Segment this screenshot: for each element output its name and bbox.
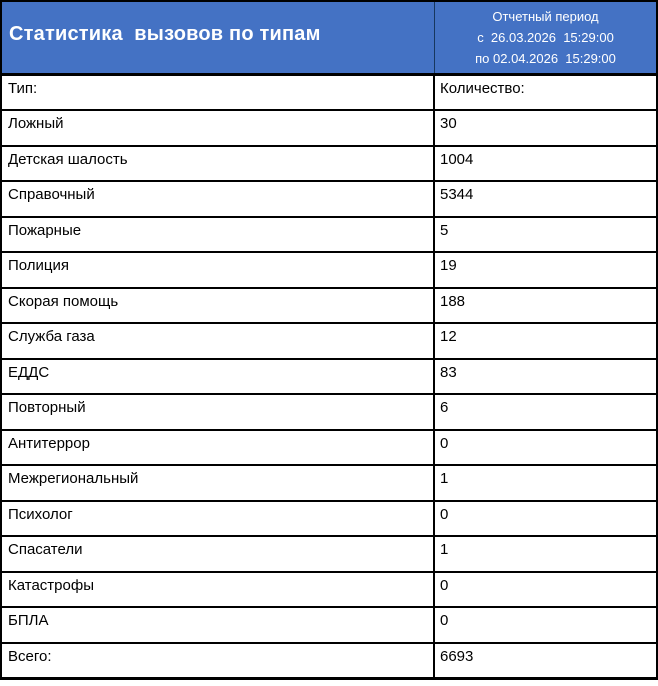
table-row xyxy=(2,608,656,643)
table-row xyxy=(2,644,656,677)
call-count-cell: 1 xyxy=(440,541,449,559)
call-count-cell: 19 xyxy=(440,257,457,275)
column-header-type: Тип: xyxy=(2,76,435,109)
call-count-cell: 1 xyxy=(440,470,449,488)
call-count-cell: 30 xyxy=(440,115,457,133)
call-count-cell: 6693 xyxy=(440,647,474,665)
call-type-cell: Скорая помощь xyxy=(2,289,435,322)
report-period-label: Отчетный период xyxy=(492,9,599,24)
call-count-cell: 5344 xyxy=(440,186,474,204)
table-row xyxy=(2,537,656,572)
table-row xyxy=(2,147,656,182)
call-type-cell: Межрегиональный xyxy=(2,466,435,499)
call-type-cell: Пожарные xyxy=(2,218,435,251)
call-type-cell: Спасатели xyxy=(2,537,435,570)
call-type-cell: Полиция xyxy=(2,253,435,286)
call-count-cell: 1004 xyxy=(440,150,474,168)
call-type-cell: Антитеррор xyxy=(2,431,435,464)
report-title-cell xyxy=(2,2,435,73)
call-type-cell: Детская шалость xyxy=(2,147,435,180)
table-row xyxy=(2,573,656,608)
call-count-cell: 6 xyxy=(440,399,449,417)
call-count-cell: 5 xyxy=(440,221,449,239)
call-type-cell: Всего: xyxy=(2,644,435,677)
table-row xyxy=(2,395,656,430)
table-row xyxy=(2,324,656,359)
table-column-header-row xyxy=(2,76,656,111)
call-type-cell: Катастрофы xyxy=(2,573,435,606)
report-title: Статистика вызовов по типам xyxy=(9,23,321,45)
report-period-to: по 02.04.2026 15:29:00 xyxy=(475,51,616,66)
call-count-cell: 0 xyxy=(440,576,449,594)
call-type-cell: Служба газа xyxy=(2,324,435,357)
call-count-cell: 188 xyxy=(440,292,466,310)
call-count-cell: 0 xyxy=(440,612,449,630)
call-type-cell: Психолог xyxy=(2,502,435,535)
call-count-cell: 83 xyxy=(440,363,457,381)
report-header xyxy=(2,2,656,76)
table-row xyxy=(2,253,656,288)
column-header-count: Количество: xyxy=(440,80,525,97)
call-count-cell: 12 xyxy=(440,328,457,346)
call-type-cell: Ложный xyxy=(2,111,435,144)
table-row xyxy=(2,360,656,395)
call-count-cell: 0 xyxy=(440,505,449,523)
table-row xyxy=(2,431,656,466)
table-row xyxy=(2,289,656,324)
table-row xyxy=(2,111,656,146)
report-period-from: с 26.03.2026 15:29:00 xyxy=(477,30,614,45)
call-type-cell: Повторный xyxy=(2,395,435,428)
table-row xyxy=(2,218,656,253)
stats-table xyxy=(2,76,656,677)
table-row xyxy=(2,182,656,217)
call-type-cell: БПЛА xyxy=(2,608,435,641)
call-type-cell: ЕДДС xyxy=(2,360,435,393)
table-row xyxy=(2,466,656,501)
call-count-cell: 0 xyxy=(440,434,449,452)
table-row xyxy=(2,502,656,537)
call-type-cell: Справочный xyxy=(2,182,435,215)
report-period-cell xyxy=(435,2,656,73)
